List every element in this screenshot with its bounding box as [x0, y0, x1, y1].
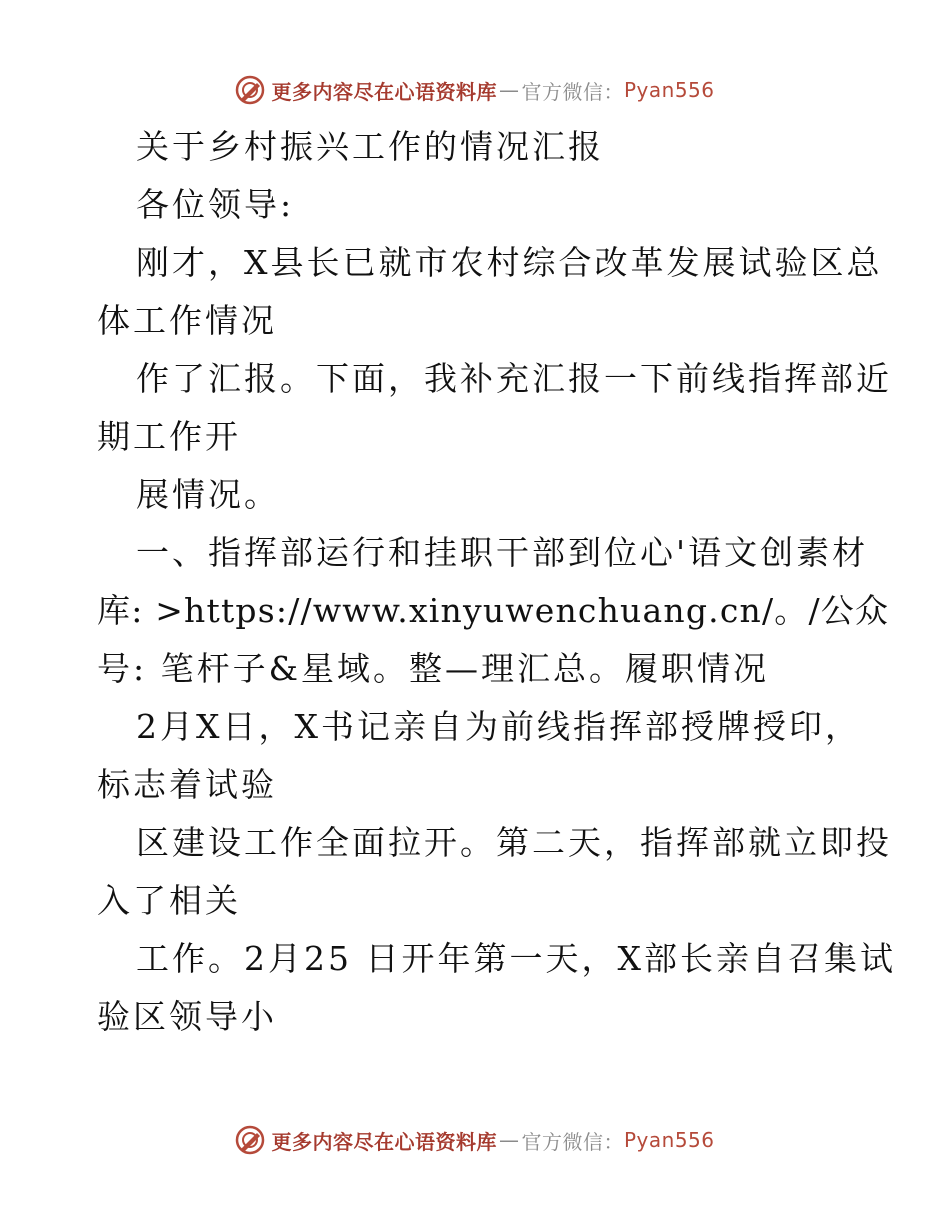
salutation: 各位领导: — [136, 185, 295, 224]
watermark-wechat-label: 官方微信： — [521, 79, 624, 104]
watermark-brand: 更多内容尽在心语资料库 — [271, 79, 497, 104]
text-line: 区建设工作全面拉开。第二天，指挥部就立即投 — [136, 823, 892, 862]
text-line: 作了汇报。下面，我补充汇报一下前线指挥部近 — [136, 359, 892, 398]
watermark-wechat-id: Pyan556 — [623, 1128, 715, 1152]
text-line: 验区领导小 — [97, 997, 277, 1036]
text-line: 号: 笔杆子&星域。整—理汇总。履职情况 — [97, 649, 769, 688]
watermark-wechat-label: 官方微信： — [521, 1129, 624, 1154]
text-line: 标志着试验 — [97, 765, 277, 804]
text-line: 库: >https://www.xinyuwenchuang.cn/。/公众 — [97, 591, 890, 630]
section-heading: 一、指挥部运行和挂职干部到位心'语文创素材 — [136, 533, 869, 572]
watermark-wechat-id: Pyan556 — [623, 78, 715, 102]
text-line: 工作。2月25 日开年第一天，X部长亲自召集试 — [136, 939, 896, 978]
watermark-separator: — — [498, 1128, 520, 1152]
watermark-brand: 更多内容尽在心语资料库 — [271, 1129, 497, 1154]
text-line: 2月X日，X书记亲自为前线指挥部授牌授印， — [136, 707, 861, 746]
text-line: 体工作情况 — [97, 301, 277, 340]
text-line: 刚才，X县长已就市农村综合改革发展试验区总 — [136, 243, 883, 282]
document-title: 关于乡村振兴工作的情况汇报 — [136, 127, 604, 166]
header-watermark — [0, 70, 950, 110]
text-line: 入了相关 — [97, 881, 241, 920]
watermark-separator: — — [498, 78, 520, 102]
brand-logo-icon — [235, 1125, 265, 1155]
text-line: 展情况。 — [136, 475, 280, 514]
brand-logo-icon — [235, 75, 265, 105]
text-line: 期工作开 — [97, 417, 241, 456]
footer-watermark — [0, 1120, 950, 1160]
